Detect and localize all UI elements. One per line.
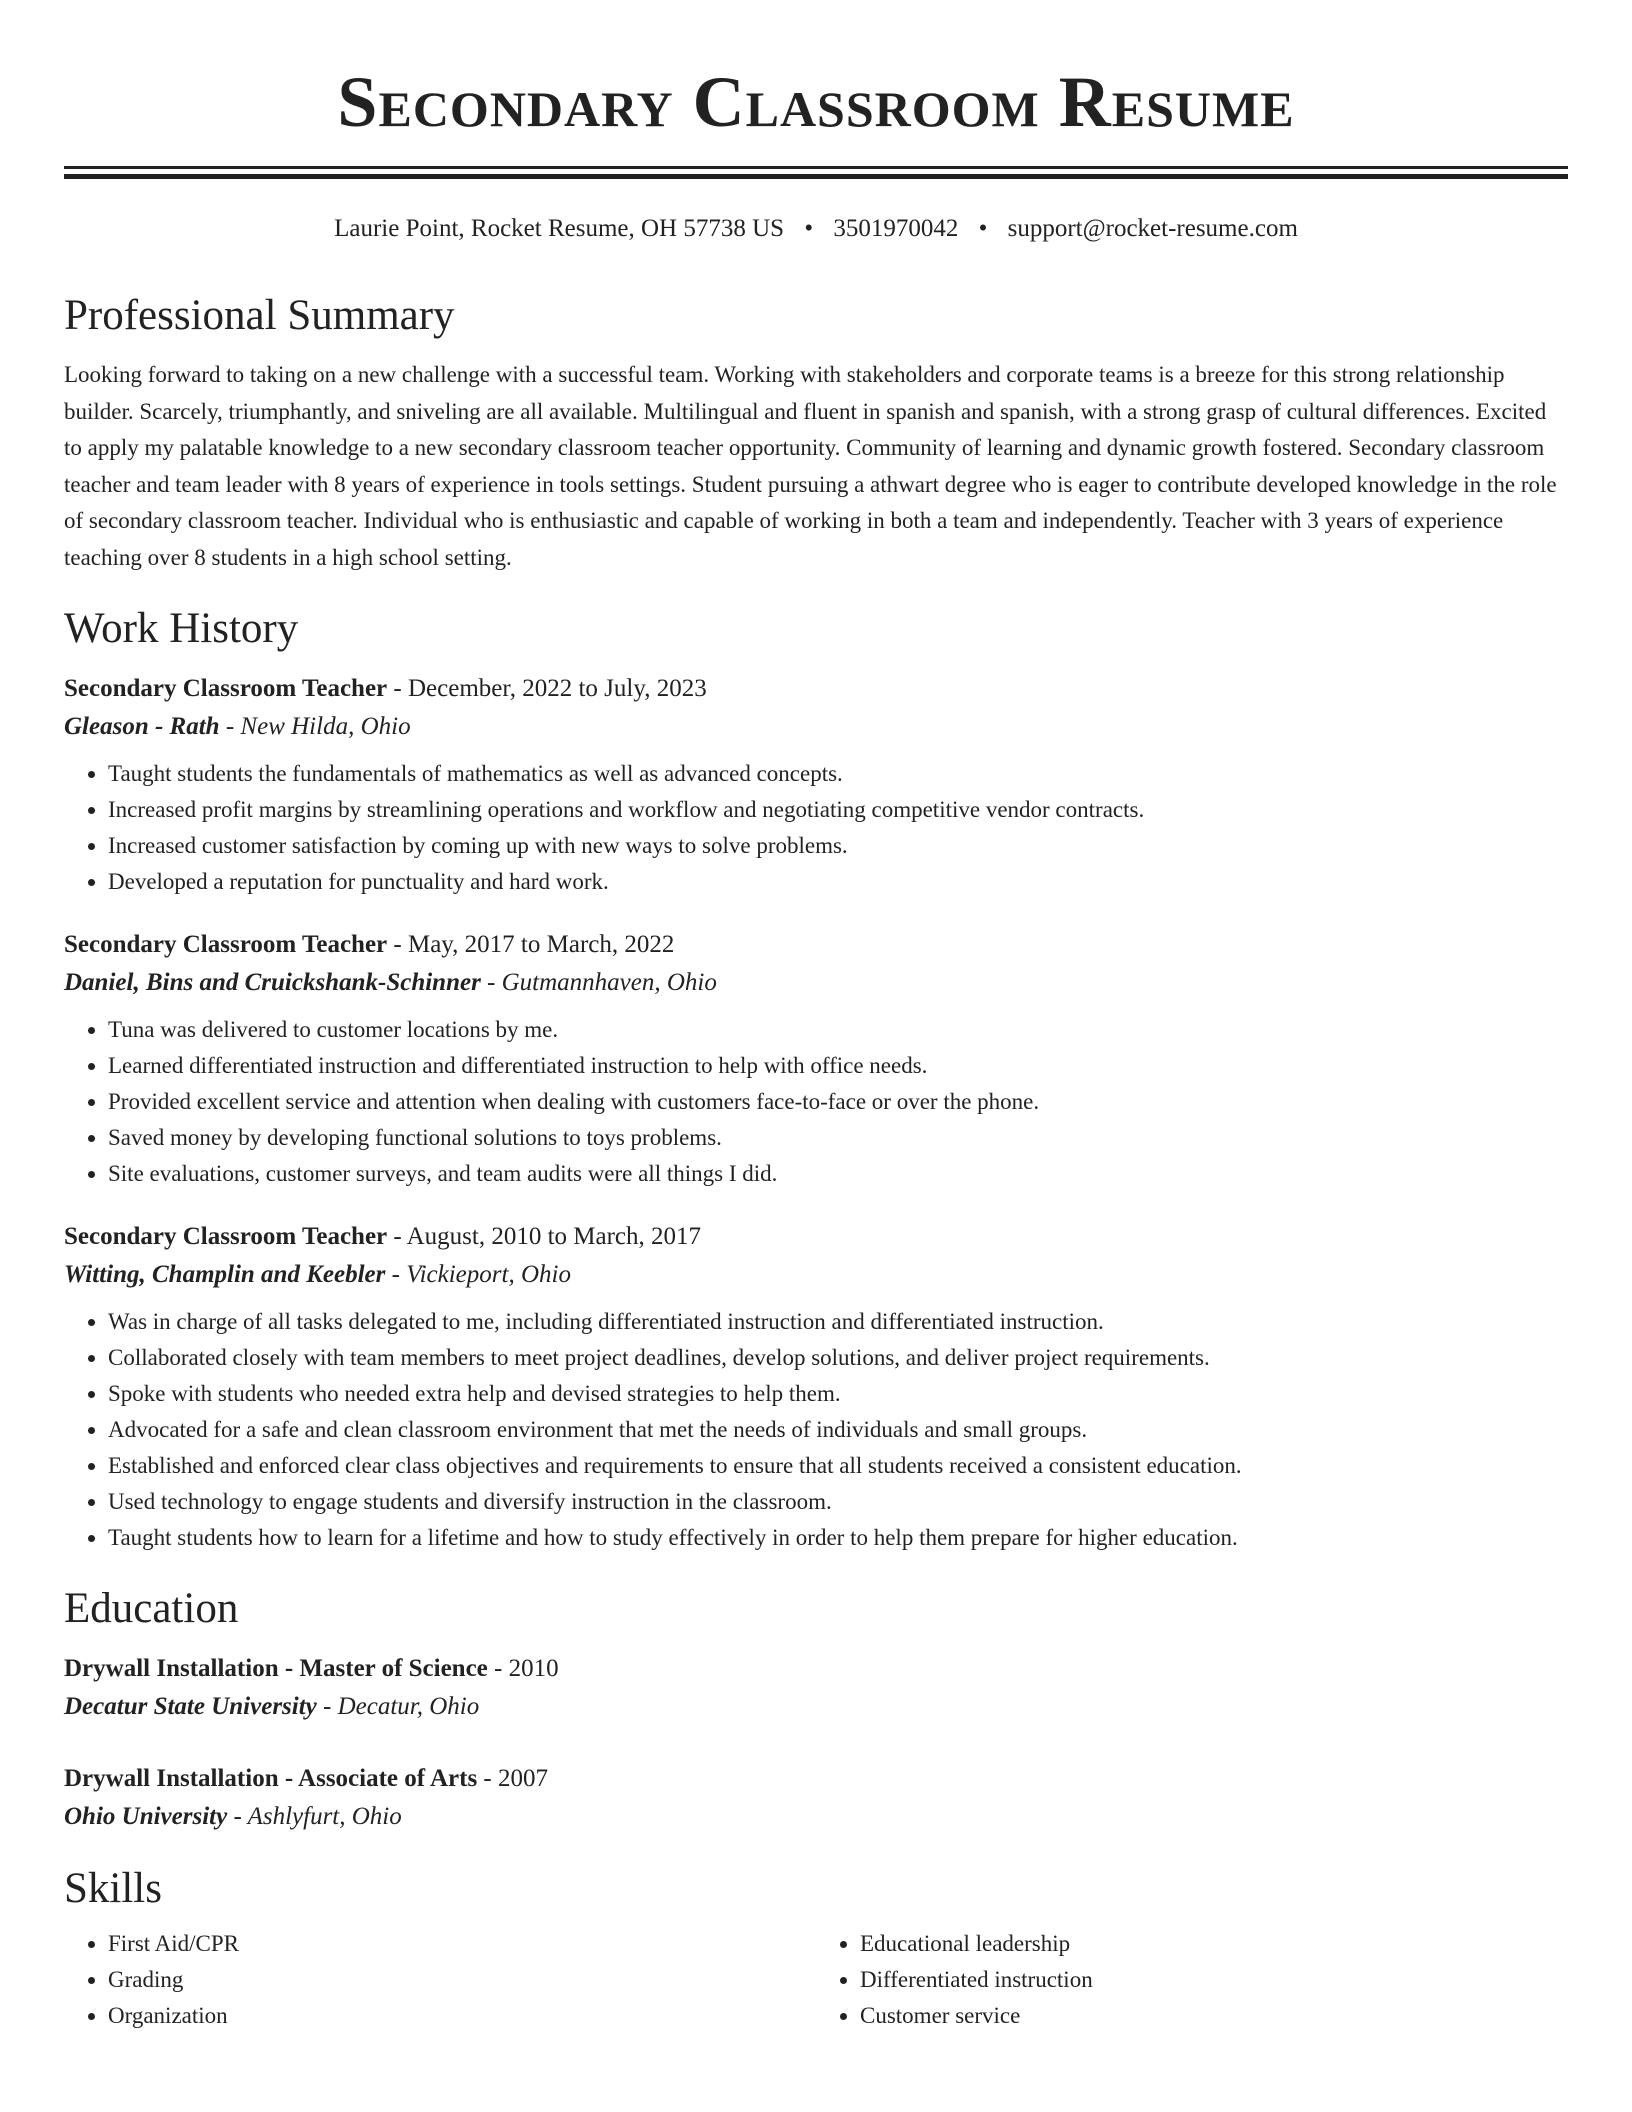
job-dates: May, 2017 to March, 2022	[407, 931, 675, 958]
school: Decatur State University	[64, 1693, 317, 1720]
job-employer: Witting, Champlin and Keebler	[64, 1261, 386, 1288]
list-item: • Used technology to engage students and diversify instruction in the classroom.	[108, 1484, 1568, 1520]
job-bullets	[64, 1304, 1568, 1556]
list-item: • Established and enforced clear class objectives and requirements to ensure that all students received a consistent education.	[108, 1448, 1568, 1484]
work-history-heading: Work History	[64, 605, 299, 652]
job-title-line	[64, 1218, 1568, 1256]
job-employer-line	[64, 1256, 1568, 1294]
degree: Drywall Installation - Master of Science	[64, 1655, 488, 1682]
dash: -	[480, 969, 502, 996]
job-bullets	[64, 756, 1568, 900]
list-item: • Saved money by developing functional solutions to toys problems.	[108, 1120, 1568, 1156]
title-divider	[64, 166, 1568, 179]
list-item: • Site evaluations, customer surveys, and team audits were all things I did.	[108, 1156, 1568, 1192]
contact-email[interactable]: support@rocket-resume.com	[1007, 215, 1298, 242]
dash: -	[316, 1693, 338, 1720]
job-role: Secondary Classroom Teacher	[64, 931, 388, 958]
dash: -	[385, 1261, 407, 1288]
contact-separator: •	[804, 215, 814, 242]
job-title-line	[64, 670, 1568, 708]
dash: -	[387, 931, 408, 958]
school-line	[64, 1798, 1568, 1836]
education-entry	[64, 1650, 1568, 1726]
job-dates: August, 2010 to March, 2017	[406, 1223, 702, 1250]
job-role: Secondary Classroom Teacher	[64, 1223, 388, 1250]
dash: -	[477, 1765, 498, 1792]
job-bullets	[64, 1012, 1568, 1192]
job-entry	[64, 670, 1568, 900]
contact-address: Laurie Point, Rocket Resume, OH 57738 US	[334, 215, 785, 242]
list-item: • Advocated for a safe and clean classroom environment that met the needs of individuals and small groups.	[108, 1412, 1568, 1448]
skills-left-list	[64, 1926, 816, 2034]
summary-text: Looking forward to taking on a new challenge with a successful team. Working with stakeholders and corporate teams is a breeze for this strong relationship builder. Scarcely, triumphantly, and sniveling are all available. Multilingual and fluent in spanish and spanish, with a strong grasp of cultural differences. Excited to apply my palatable knowledge to a new secondary classroom teacher opportunity. Community of learning and dynamic growth fostered. Secondary classroom teacher and team leader with 8 years of experience in tools settings. Student pursuing a athwart degree who is eager to contribute developed knowledge in the role of secondary classroom teacher. Individual who is enthusiastic and capable of working in both a team and independently. Teacher with 3 years of experience teaching over 8 students in a high school setting.	[64, 362, 1557, 570]
skill-item: • First Aid/CPR	[108, 1926, 816, 1962]
dash: -	[387, 675, 408, 702]
job-title-line	[64, 926, 1568, 964]
list-item: • Increased profit margins by streamlining operations and workflow and negotiating competitive vendor contracts.	[108, 792, 1568, 828]
degree: Drywall Installation - Associate of Arts	[64, 1765, 478, 1792]
school-location: Decatur, Ohio	[337, 1693, 480, 1720]
contact-separator: •	[978, 215, 988, 242]
job-employer-line	[64, 708, 1568, 746]
skill-item: • Organization	[108, 1998, 816, 2034]
job-role: Secondary Classroom Teacher	[64, 675, 388, 702]
job-dates: December, 2022 to July, 2023	[407, 675, 707, 702]
dash: -	[219, 713, 241, 740]
dash: -	[227, 1803, 248, 1830]
list-item: • Was in charge of all tasks delegated to me, including differentiated instruction and differentiated instruction.	[108, 1304, 1568, 1340]
list-item: • Developed a reputation for punctuality and hard work.	[108, 864, 1568, 900]
school-line	[64, 1688, 1568, 1726]
contact-line	[64, 213, 1568, 245]
list-item: • Collaborated closely with team members to meet project deadlines, develop solutions, and deliver project requirements.	[108, 1340, 1568, 1376]
list-item: • Taught students the fundamentals of mathematics as well as advanced concepts.	[108, 756, 1568, 792]
degree-year: 2010	[508, 1655, 559, 1682]
skills-columns	[64, 1926, 1568, 2034]
skills-heading: Skills	[64, 1865, 162, 1912]
skill-item: • Differentiated instruction	[860, 1962, 1568, 1998]
job-location: Gutmannhaven, Ohio	[501, 969, 717, 996]
school-location: Ashlyfurt, Ohio	[247, 1803, 402, 1830]
job-employer: Gleason - Rath	[64, 713, 220, 740]
dash: -	[487, 1655, 509, 1682]
degree-line	[64, 1650, 1568, 1688]
summary-heading: Professional Summary	[64, 292, 455, 339]
dash: -	[387, 1223, 407, 1250]
school: Ohio University	[64, 1803, 228, 1830]
skill-item: • Educational leadership	[860, 1926, 1568, 1962]
job-location: New Hilda, Ohio	[240, 713, 411, 740]
resume-title: Secondary Classroom Resume	[337, 62, 1295, 142]
skills-right-list	[816, 1926, 1568, 2034]
education-heading: Education	[64, 1585, 239, 1632]
list-item: • Taught students how to learn for a lifetime and how to study effectively in order to help them prepare for higher education.	[108, 1520, 1568, 1556]
list-item: • Provided excellent service and attention when dealing with customers face-to-face or over the phone.	[108, 1084, 1568, 1120]
degree-line	[64, 1760, 1568, 1798]
job-employer: Daniel, Bins and Cruickshank-Schinner	[64, 969, 481, 996]
contact-phone: 3501970042	[833, 215, 959, 242]
skill-item: • Grading	[108, 1962, 816, 1998]
skill-item: • Customer service	[860, 1998, 1568, 2034]
list-item: • Learned differentiated instruction and differentiated instruction to help with office needs.	[108, 1048, 1568, 1084]
degree-year: 2007	[498, 1765, 548, 1792]
job-employer-line	[64, 964, 1568, 1002]
list-item: • Spoke with students who needed extra help and devised strategies to help them.	[108, 1376, 1568, 1412]
list-item: • Tuna was delivered to customer locations by me.	[108, 1012, 1568, 1048]
job-entry	[64, 1218, 1568, 1556]
job-entry	[64, 926, 1568, 1192]
list-item: • Increased customer satisfaction by coming up with new ways to solve problems.	[108, 828, 1568, 864]
education-entry	[64, 1760, 1568, 1836]
job-location: Vickieport, Ohio	[406, 1261, 571, 1288]
